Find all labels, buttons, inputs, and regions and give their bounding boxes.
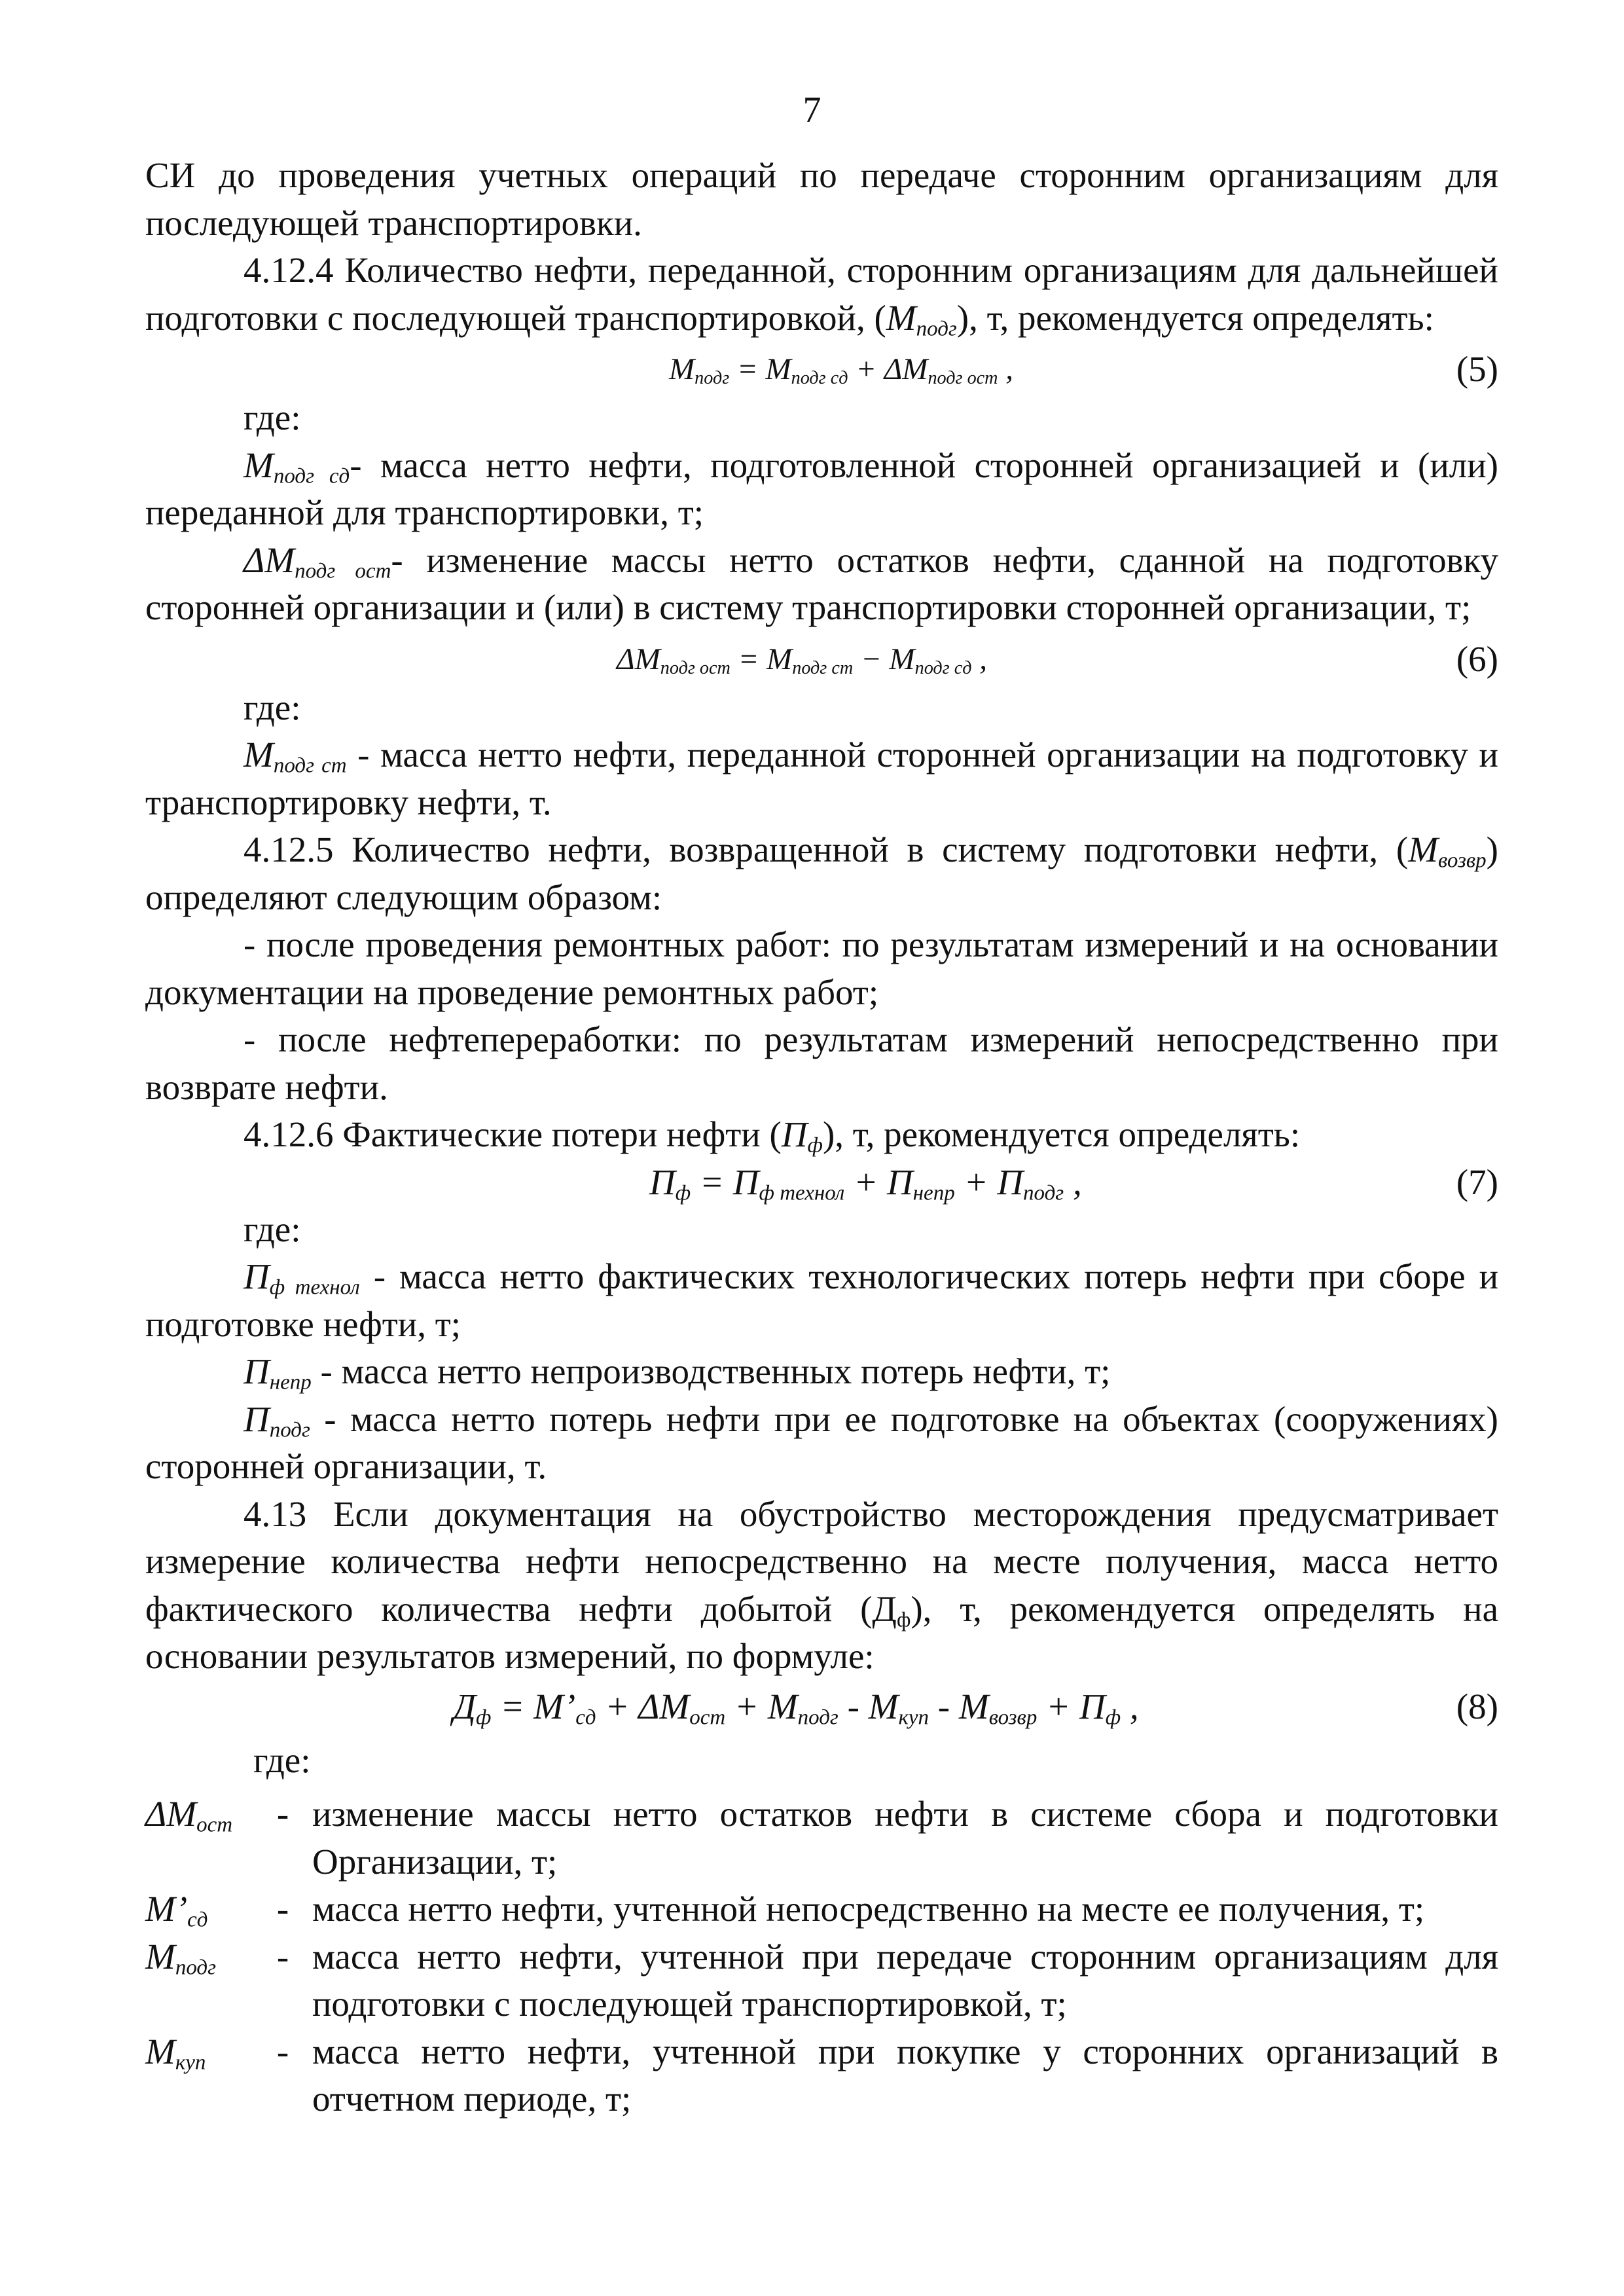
formula-5 [145, 342, 1498, 394]
formula-7 [145, 1159, 1498, 1206]
formula-6-number: (6) [1456, 638, 1498, 679]
definition-row [145, 1886, 1498, 1933]
section-4-12-4: 4.12.4 Количество нефти, переданной, сторонним организациям для дальнейшей подготовки с последующей транспортировкой, $(M_{подг})$, т, рекомендуется определять: [145, 250, 1498, 340]
where-label: где: [244, 397, 301, 437]
definition-row [145, 2028, 1498, 2123]
where-label: где: [253, 1740, 311, 1780]
definition-p-f-tech: $П_{ф технол}$ - масса нетто фактических технологических потерь нефти при сборе и подготовке нефти, т; [145, 1256, 1499, 1344]
definition-symbol: $M_{подг}$ [145, 1936, 216, 1979]
definition-row [145, 1933, 1498, 2028]
paragraph-continuation: СИ до проведения учетных операций по передаче сторонним организациям для последующей транспортировки. [145, 155, 1498, 243]
definition-text: масса нетто нефти, учтенной при покупке у сторонних организаций в отчетном периоде, т; [312, 2031, 1498, 2119]
definition-dash: - [276, 1889, 289, 1929]
where-label: где: [244, 687, 301, 727]
definition-dash: - [276, 1936, 289, 1977]
formula-5-expression: $M_{подг} = M_{подг сд} + \Delta M_{подг ост}$ , [669, 352, 1014, 389]
formula-8-number: (8) [1456, 1686, 1498, 1726]
definition-symbol: $\Delta M_{ост}$ [145, 1794, 233, 1837]
formula-8 [145, 1681, 1498, 1737]
definition-dash: - [276, 2031, 289, 2071]
formula-6 [145, 632, 1498, 684]
list-item: - после проведения ремонтных работ: по результатам измерений и на основании документации на проведение ремонтных работ; [145, 924, 1498, 1012]
definition-dm-podg-ost: $\Delta M_{подг ост}-$ изменение массы нетто остатков нефти, сданной на подготовку сторонней организации и (или) в систему транспортировки сторонней организации, т; [145, 539, 1498, 627]
definition-p-podg: $П_{подг}$ - масса нетто потерь нефти при ее подготовке на объектах (сооружениях) сторонней организации, т. [145, 1398, 1498, 1486]
definition-text: масса нетто нефти, учтенной при передаче сторонним организациям для подготовки с последующей транспортировкой, т; [312, 1936, 1498, 2024]
definition-list [145, 1791, 1498, 2123]
definition-text: изменение массы нетто остатков нефти в системе сбора и подготовки Организации, т; [312, 1794, 1498, 1882]
formula-8-expression: $Д_ф$ = $M’_{сд} + \Delta M_{ост} + M_{подг} - M_{куп} - M_{возвр} + П_ф$ , [453, 1686, 1139, 1729]
definition-symbol: $M’_{сд}$ [145, 1889, 208, 1932]
definition-p-nepr: $П_{непр}$ - масса нетто непроизводственных потерь нефти, т; [244, 1351, 1111, 1394]
definition-dash: - [276, 1794, 289, 1834]
page-number: 7 [803, 90, 821, 130]
formula-5-number: (5) [1456, 349, 1498, 389]
page-content [145, 152, 1498, 2123]
formula-7-expression: $П_ф = П_{ф технол} + П_{непр} + П_{подг}$ , [649, 1161, 1082, 1205]
definition-m-podg-st: $M_{подг ст}$ - масса нетто нефти, переданной сторонней организации на подготовку и транспортировку нефти, т. [145, 735, 1498, 822]
definition-text: масса нетто нефти, учтенной непосредственно на месте ее получения, т; [312, 1889, 1425, 1929]
where-label: где: [244, 1209, 301, 1249]
section-4-12-6: 4.12.6 Фактические потери нефти $(П_ф)$, т, рекомендуется определять: [244, 1114, 1301, 1157]
section-4-13: 4.13 Если документация на обустройство месторождения предусматривает измерение количества нефти непосредственно на месте получения, масса нетто фактического количества нефти добытой $(Д_ф)$, т, рекомендуется определять на основании результатов измерений, по формуле: [145, 1493, 1498, 1676]
definition-row [145, 1791, 1498, 1886]
section-4-12-5: 4.12.5 Количество нефти, возвращенной в систему подготовки нефти, $(M_{возвр})$ определяют следующим образом: [145, 829, 1498, 917]
definition-symbol: $M_{куп}$ [145, 2031, 206, 2074]
formula-6-expression: $\Delta M_{подг ост} = M_{подг ст} - M_{подг сд}$ , [617, 642, 987, 678]
definition-m-podg-sd: $M_{подг сд}-$ масса нетто нефти, подготовленной сторонней организацией и (или) переданной для транспортировки, т; [145, 445, 1498, 532]
list-item: - после нефтепереработки: по результатам измерений непосредственно при возврате нефти. [145, 1019, 1498, 1107]
formula-7-number: (7) [1456, 1161, 1498, 1202]
